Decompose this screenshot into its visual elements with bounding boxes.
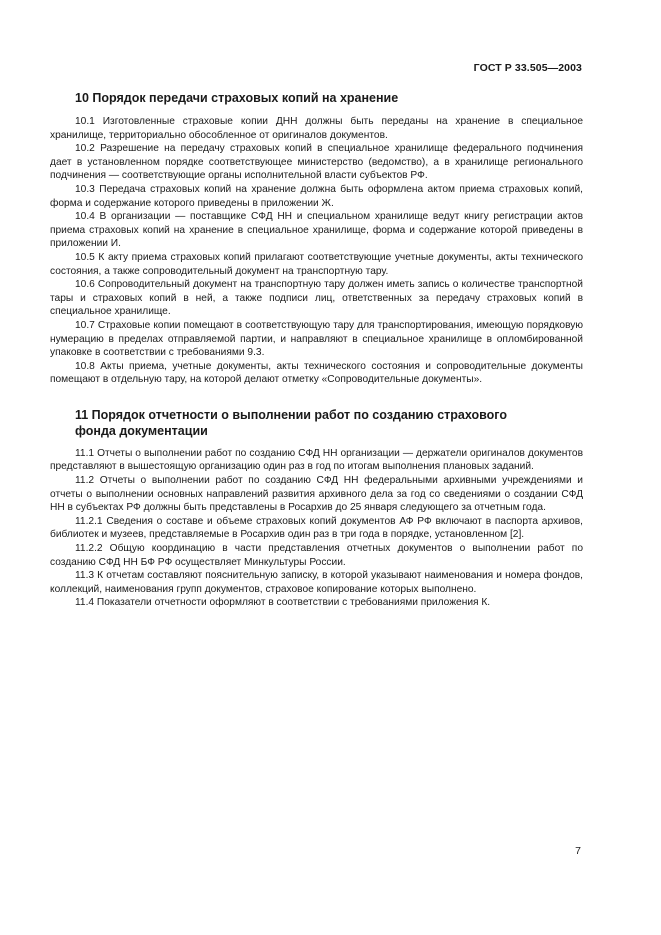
section-10-text bbox=[50, 115, 583, 387]
paragraph-10-7: 10.7 Страховые копии помещают в соответствующую тару для транспортирования, имеющую порядковую нумерацию в пределах отправляемой партии, и направляют в специальное хранилище в опломбированной упаковке в соответствии с требованиями 9.3. bbox=[50, 319, 583, 359]
section-11 bbox=[50, 407, 583, 610]
paragraph-10-5: 10.5 К акту приема страховых копий прилагают соответствующие учетные документы, акты технического состояния, а также сопроводительный документ на транспортную тару. bbox=[50, 251, 583, 277]
paragraph-11-2: 11.2 Отчеты о выполнении работ по созданию СФД НН федеральными архивными учреждениями и отчеты о выполнении основных направлений развития архивного дела за год со сведениями о создании СФД НН в субъектах РФ должны быть представлены в Росархив до 25 января следующего за отчетным года. bbox=[50, 475, 583, 514]
section-10 bbox=[50, 90, 583, 387]
paragraph-10-2: 10.2 Разрешение на передачу страховых копий в специальное хранилище федерального подчинения дает в установленном порядке соответствующее министерство (ведомство), а в хранилище регионального подчинения — соответствующие органы исполнительной власти субъектов РФ. bbox=[50, 143, 583, 182]
paragraph-11-4: 11.4 Показатели отчетности оформляют в соответствии с требованиями приложения К. bbox=[75, 597, 491, 609]
paragraph-10-6: 10.6 Сопроводительный документ на транспортную тару должен иметь запись о количестве транспортной тары и страховых копий в ней, а также подписи лиц, ответственных за передачу страховых копий в специальное хранилище. bbox=[50, 279, 583, 318]
document-body bbox=[50, 90, 583, 610]
section-11-title-line2: фонда документации bbox=[75, 423, 208, 438]
page-number: 7 bbox=[575, 845, 581, 857]
paragraph-11-1: 11.1 Отчеты о выполнении работ по созданию СФД НН организации — держатели оригиналов документов представляют в вышестоящую организацию один раз в год по итогам выполнения плановых заданий. bbox=[50, 447, 583, 473]
section-11-title-line1: 11 Порядок отчетности о выполнении работ по созданию страхового bbox=[75, 407, 507, 422]
paragraph-10-1: 10.1 Изготовленные страховые копии ДНН должны быть переданы на хранение в специальное хранилище, территориально обособленное от оригиналов документов. bbox=[50, 116, 583, 141]
paragraph-10-3: 10.3 Передача страховых копий на хранение должна быть оформлена актом приема страховых копий, форма и содержание которого приведены в приложении Ж. bbox=[50, 183, 583, 209]
paragraph-11-3: 11.3 К отчетам составляют пояснительную записку, в которой указывают наименования и номера фондов, коллекций, наименования групп документов, страховое копирование которых выполнено. bbox=[50, 570, 583, 595]
paragraph-10-4: 10.4 В организации — поставщике СФД НН и специальном хранилище ведут книгу регистрации актов приема страховых копий на хранение в специальное хранилище, форма и содержание которой приведены в приложении И. bbox=[50, 211, 583, 250]
paragraph-11-2-2: 11.2.2 Общую координацию в части представления отчетных документов о выполнении работ по созданию СФД НН БФ РФ осуществляет Минкультуры России. bbox=[50, 543, 583, 568]
paragraph-10-8: 10.8 Акты приема, учетные документы, акты технического состояния и сопроводительные документы помещают в отдельную тару, на которой делают отметку «Сопроводительные документы». bbox=[50, 360, 583, 386]
document-code: ГОСТ Р 33.505—2003 bbox=[473, 62, 582, 74]
section-10-title: 10 Порядок передачи страховых копий на хранение bbox=[75, 91, 399, 105]
paragraph-11-2-1: 11.2.1 Сведения о составе и объеме страховых копий документов АФ РФ включают в паспорта архивов, библиотек и музеев, представляемые в Росархив один раз в три года в порядке, установленном [2]. bbox=[50, 515, 583, 541]
section-11-title bbox=[75, 407, 583, 439]
section-11-text bbox=[50, 447, 583, 610]
